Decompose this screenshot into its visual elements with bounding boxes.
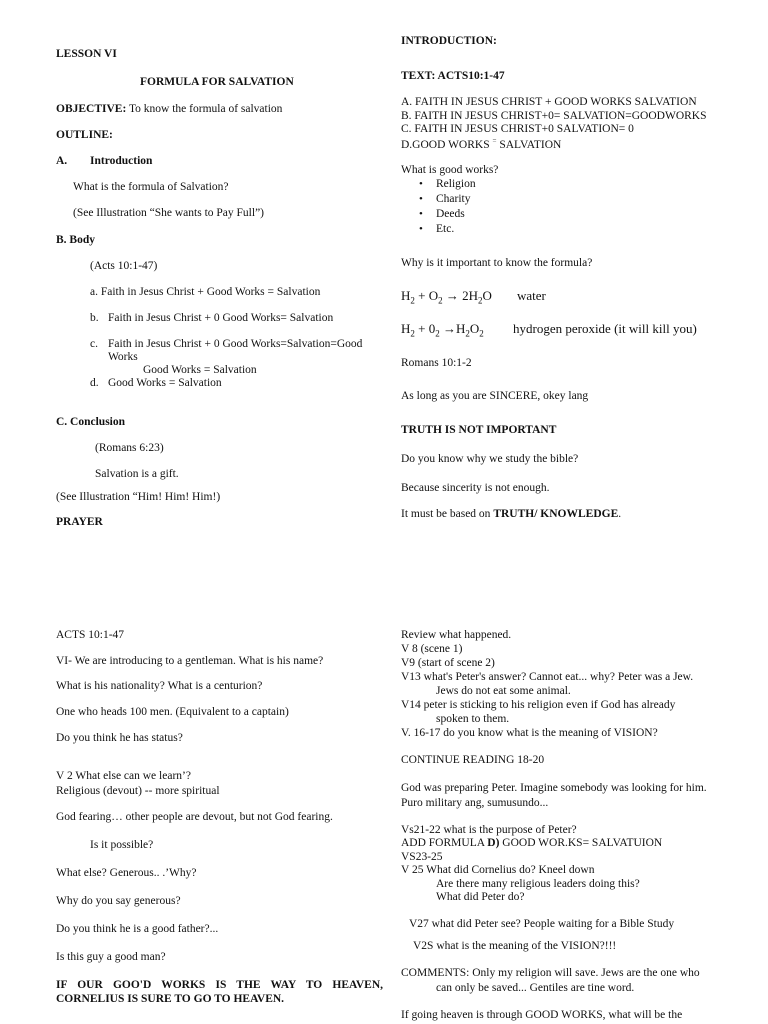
based-text: It must be based on xyxy=(401,508,494,520)
sincere-line: As long as you are SINCERE, okey lang xyxy=(401,390,589,402)
truth-knowledge-line xyxy=(401,508,621,522)
formula-d-pre: D.GOOD WORKS xyxy=(401,138,493,151)
verse-25-peter: What did Peter do? xyxy=(436,891,525,903)
eq-symbol: H xyxy=(401,288,411,303)
bullet-item: • Etc. xyxy=(436,223,454,237)
water-label: water xyxy=(517,288,546,303)
illustration-pay-full: (See Illustration “She wants to Pay Full”) xyxy=(73,207,264,219)
bold-statement-line2: CORNELIUS IS SURE TO GO TO HEAVEN. xyxy=(56,993,285,1005)
objective-text: To know the formula of salvation xyxy=(126,103,283,115)
eq-symbol: 2H xyxy=(462,288,479,303)
romans-reference: (Romans 6:23) xyxy=(95,442,164,454)
verse-21-22-line: Vs21-22 what is the purpose of Peter? xyxy=(401,824,577,836)
verse-23-25-line: VS23-25 xyxy=(401,851,443,863)
eq-symbol: O xyxy=(482,288,492,303)
why-generous-question: Why do you say generous? xyxy=(56,895,181,907)
outline-item-d: Good Works = Salvation xyxy=(108,377,222,389)
verse-9-line: V9 (start of scene 2) xyxy=(401,657,495,669)
outline-item-b: Faith in Jesus Christ + 0 Good Works= Salvation xyxy=(108,312,334,324)
eq-subscript: 2 xyxy=(410,328,415,339)
lesson-title: FORMULA FOR SALVATION xyxy=(140,76,294,88)
acts-reference: (Acts 10:1-47) xyxy=(90,260,158,272)
text-reference: TEXT: ACTS10:1-47 xyxy=(401,70,505,82)
why-study-question: Do you know why we study the bible? xyxy=(401,453,579,465)
formula-question: What is the formula of Salvation? xyxy=(73,181,229,193)
eq-symbol: H xyxy=(401,321,411,336)
lesson-number: LESSON VI xyxy=(56,48,117,60)
bullet-item: • Charity xyxy=(436,193,471,207)
eq-subscript: 2 xyxy=(478,295,483,306)
arrow-icon: → xyxy=(442,288,463,303)
military-line: Puro military ang, sumusundo... xyxy=(401,797,549,809)
good-man-question: Is this guy a good man? xyxy=(56,951,166,963)
water-equation xyxy=(401,288,492,306)
eq-subscript: 2 xyxy=(479,328,484,339)
formula-b: B. FAITH IN JESUS CHRIST+0= SALVATION=GOODWORKS xyxy=(401,110,707,122)
add-formula-line xyxy=(401,837,662,851)
illustration-him: (See Illustration “Him! Him! Him!) xyxy=(56,491,221,503)
outline-item-c-line3: Good Works = Salvation xyxy=(143,364,257,376)
prayer-heading: PRAYER xyxy=(56,516,103,528)
formula-d-symbol: = xyxy=(492,137,497,145)
eq-subscript: 2 xyxy=(438,295,443,306)
verse-25-question: Are there many religious leaders doing this? xyxy=(436,878,640,890)
verse-13-line: V13 what's Peter's answer? Cannot eat... why? Peter was a Jew. xyxy=(401,671,694,683)
arrow-icon: → xyxy=(439,321,456,336)
outline-item-c-line1: Faith in Jesus Christ + 0 Good Works=Salvation=Good xyxy=(108,338,363,350)
section-a-title: Introduction xyxy=(90,155,153,167)
section-a-letter: A. xyxy=(56,155,68,167)
comments-line: COMMENTS: Only my religion will save. Jews are the one who xyxy=(401,967,700,979)
eq-subscript: 2 xyxy=(465,328,470,339)
generous-question: What else? Generous.. .’Why? xyxy=(56,867,197,879)
religious-line: Religious (devout) -- more spiritual xyxy=(56,785,220,797)
verse-25-line: V 25 What did Cornelius do? Kneel down xyxy=(401,864,595,876)
eq-symbol: + O xyxy=(414,288,439,303)
add-formula-pre: ADD FORMULA xyxy=(401,837,488,849)
v2-question: V 2 What else can we learn’? xyxy=(56,770,191,782)
eq-symbol: + 0 xyxy=(414,321,436,336)
outline-item-b-letter: b. xyxy=(90,312,99,324)
verse-14-line: V14 peter is sticking to his religion even if God has already xyxy=(401,699,676,711)
good-father-question: Do you think he is a good father?... xyxy=(56,923,219,935)
outline-item-d-letter: d. xyxy=(90,377,99,389)
good-works-question: What is good works? xyxy=(401,164,499,176)
verse-13-continued: Jews do not eat some animal. xyxy=(436,685,571,697)
outline-item-a: a. Faith in Jesus Christ + Good Works = Salvation xyxy=(90,286,321,298)
peroxide-label: hydrogen peroxide (it will kill you) xyxy=(513,321,697,336)
truth-not-important: TRUTH IS NOT IMPORTANT xyxy=(401,424,557,436)
romans-10-reference: Romans 10:1-2 xyxy=(401,357,472,369)
eq-symbol: H xyxy=(455,321,466,336)
continue-reading: CONTINUE READING 18-20 xyxy=(401,754,545,766)
eq-symbol: O xyxy=(469,321,480,336)
formula-d xyxy=(401,137,561,152)
verse-8-line: V 8 (scene 1) xyxy=(401,643,463,655)
if-going-line: If going heaven is through GOOD WORKS, what will be the xyxy=(401,1009,683,1021)
status-question: Do you think he has status? xyxy=(56,732,183,744)
why-formula-question: Why is it important to know the formula? xyxy=(401,257,593,269)
verse-2s-line: V2S what is the meaning of the VISION?!!! xyxy=(413,940,617,952)
bold-statement-line1: IF OUR GOO'D WORKS IS THE WAY TO HEAVEN, xyxy=(56,979,383,991)
peroxide-equation xyxy=(401,321,484,339)
gentleman-question: VI- We are introducing to a gentleman. What is his name? xyxy=(56,655,324,667)
eq-subscript: 2 xyxy=(410,295,415,306)
section-c-heading: C. Conclusion xyxy=(56,416,126,428)
verse-14-continued: spoken to them. xyxy=(436,713,510,725)
period: . xyxy=(618,508,622,520)
outline-item-c-letter: c. xyxy=(90,338,98,350)
god-preparing-line: God was preparing Peter. Imagine somebody was looking for him. xyxy=(401,782,707,794)
acts-heading: ACTS 10:1-47 xyxy=(56,629,125,641)
sincerity-line: Because sincerity is not enough. xyxy=(401,482,550,494)
verse-16-17-line: V. 16-17 do you know what is the meaning of VISION? xyxy=(401,727,658,739)
comments-continued: can only be saved... Gentiles are tine word. xyxy=(436,982,635,994)
verse-27-line: V27 what did Peter see? People waiting for a Bible Study xyxy=(409,918,675,930)
add-formula-bold: D) xyxy=(487,837,500,849)
formula-a: A. FAITH IN JESUS CHRIST + GOOD WORKS SALVATION xyxy=(401,96,697,108)
objective-line xyxy=(56,103,282,117)
bullet-item: • Deeds xyxy=(436,208,465,222)
outline-heading: OUTLINE: xyxy=(56,129,113,141)
possible-question: Is it possible? xyxy=(90,839,154,851)
add-formula-post: GOOD WOR.KS= SALVATUION xyxy=(499,837,663,849)
outline-item-c-line2: Works xyxy=(108,351,138,363)
section-b-heading: B. Body xyxy=(56,234,95,246)
review-line: Review what happened. xyxy=(401,629,512,641)
salvation-gift: Salvation is a gift. xyxy=(95,468,179,480)
centurion-definition: One who heads 100 men. (Equivalent to a captain) xyxy=(56,706,289,718)
truth-knowledge-bold: TRUTH/ KNOWLEDGE xyxy=(493,508,619,520)
nationality-question: What is his nationality? What is a centurion? xyxy=(56,680,263,692)
formula-c: C. FAITH IN JESUS CHRIST+0 SALVATION= 0 xyxy=(401,123,634,135)
bullet-item: • Religion xyxy=(436,178,476,192)
eq-subscript: 2 xyxy=(435,328,440,339)
god-fearing-line: God fearing… other people are devout, but not God fearing. xyxy=(56,811,333,823)
objective-label: OBJECTIVE: xyxy=(56,103,127,115)
formula-d-post: SALVATION xyxy=(496,138,562,151)
introduction-heading: INTRODUCTION: xyxy=(401,35,497,47)
